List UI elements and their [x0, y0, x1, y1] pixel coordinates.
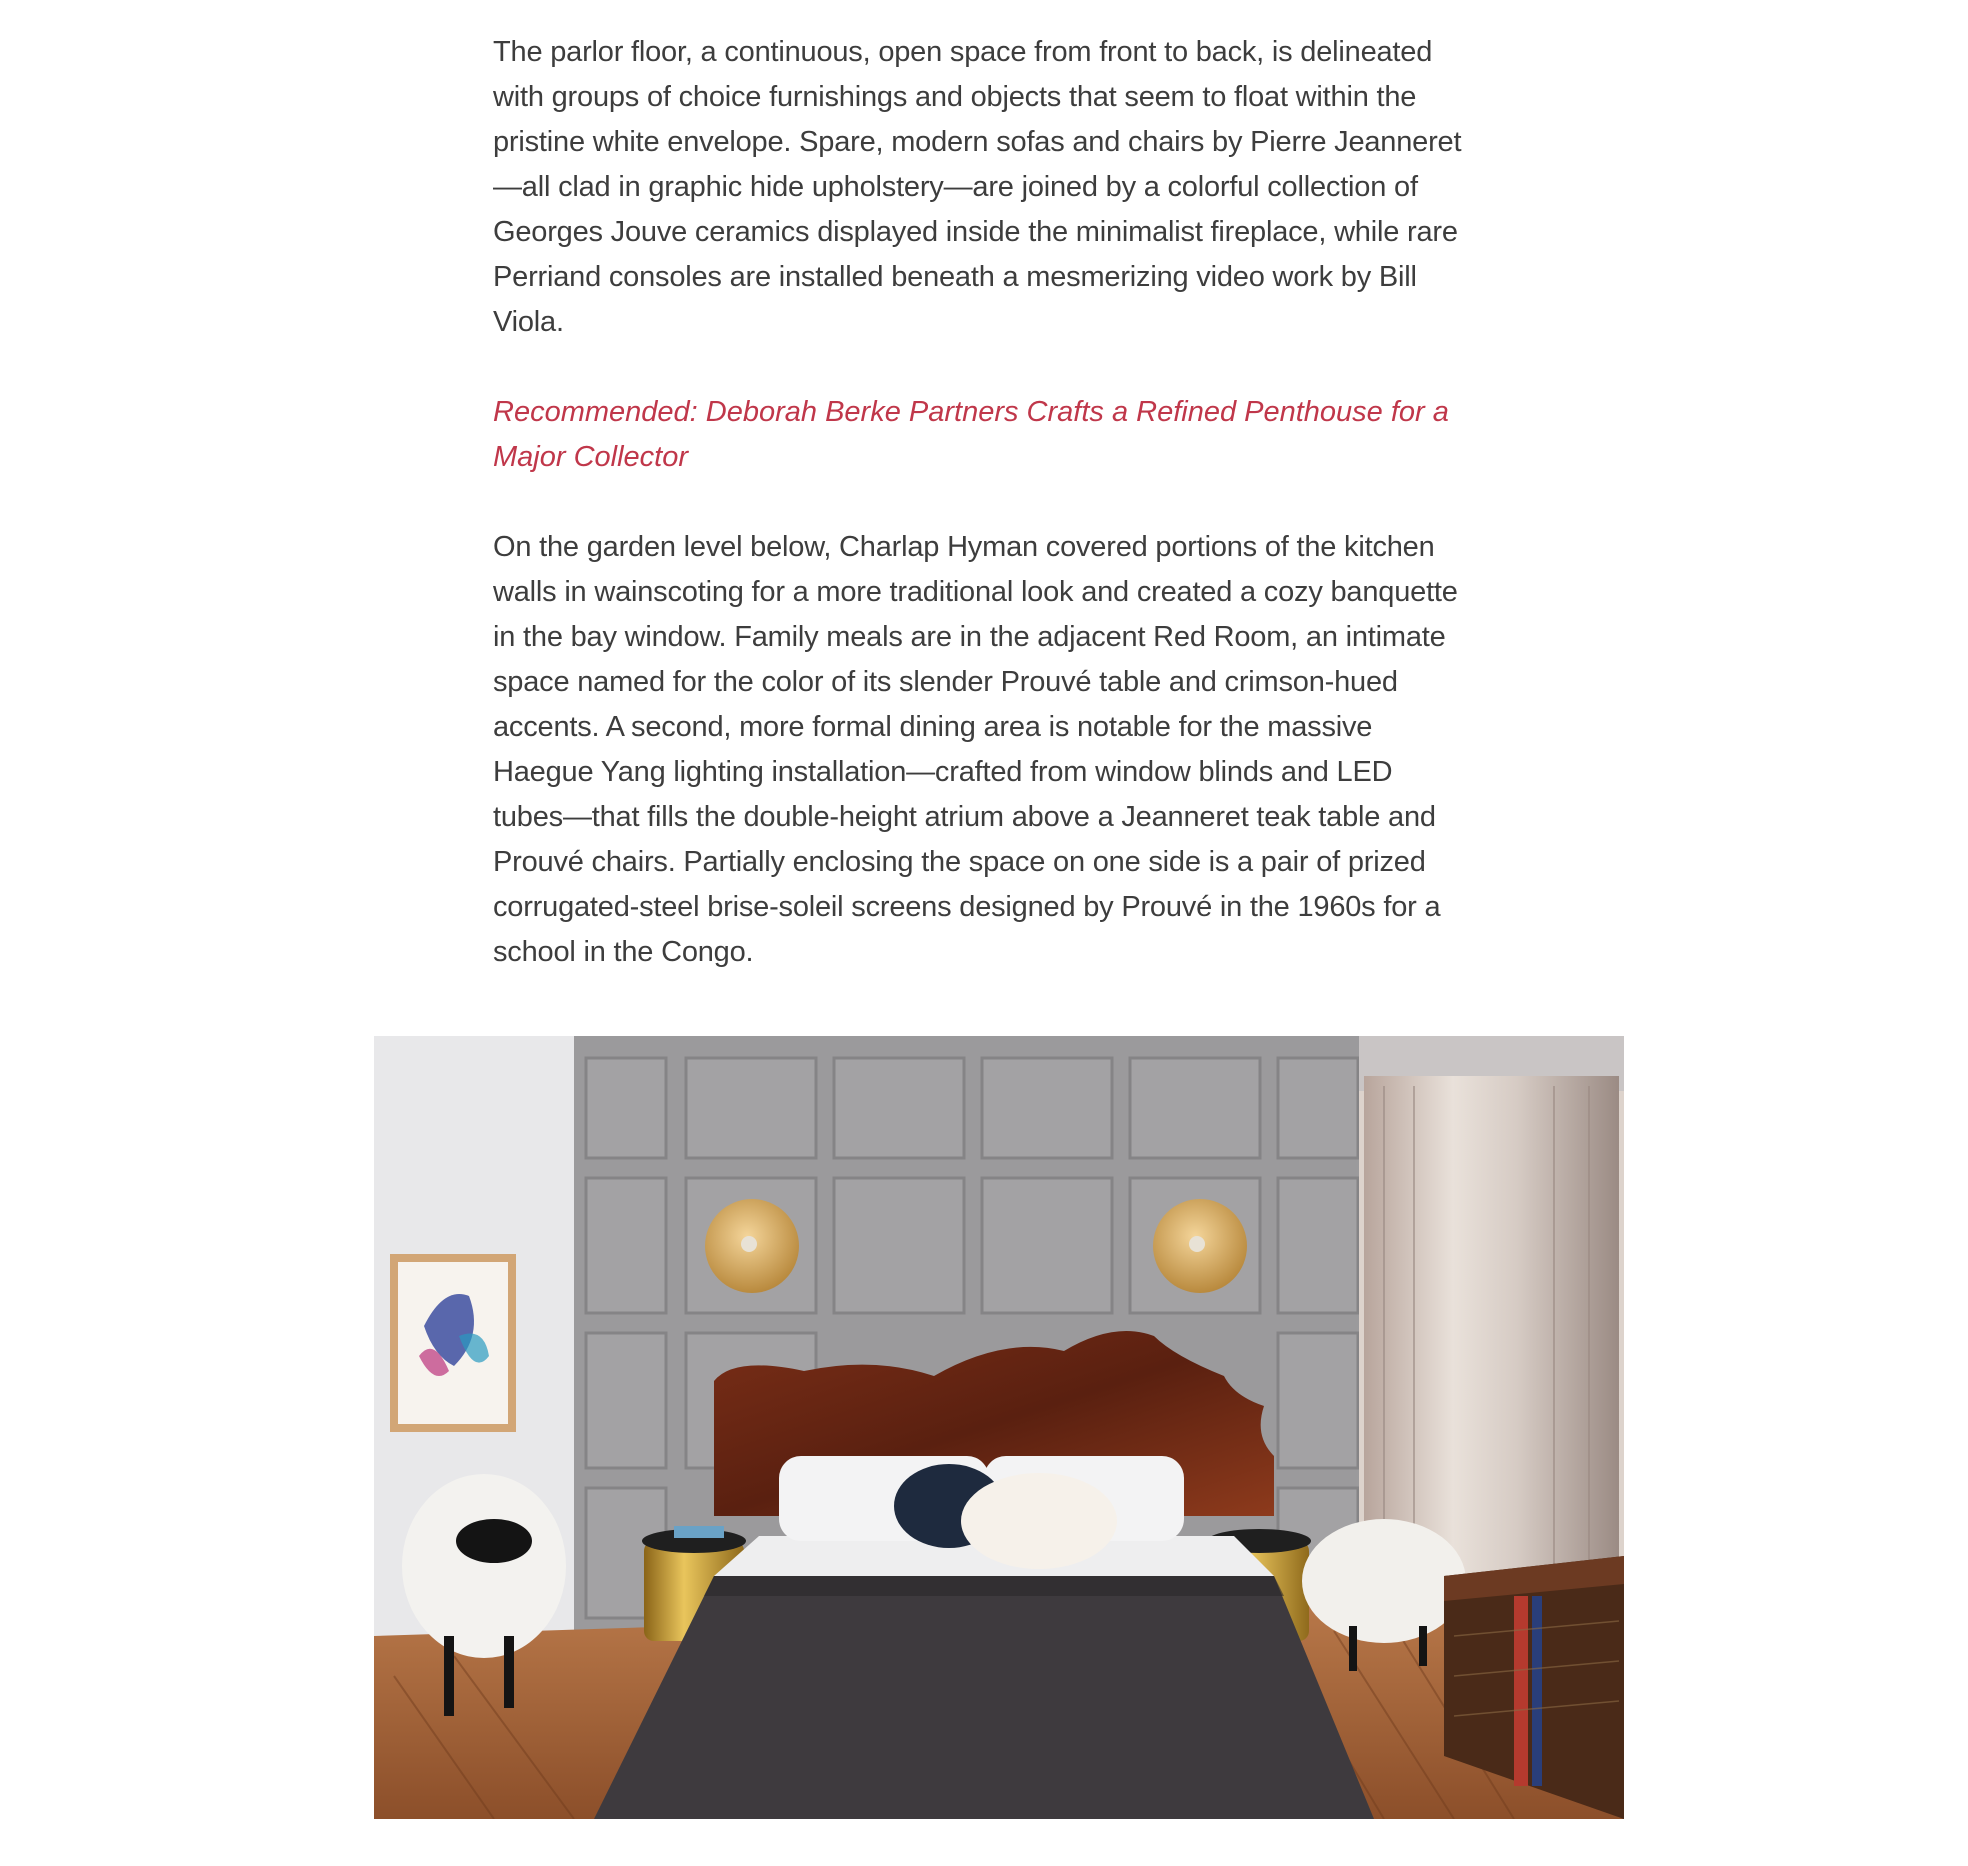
article-paragraph-garden-level: On the garden level below, Charlap Hyman covered portions of the kitchen walls in wainscoting for a more traditional look and created a cozy banquette in the bay window. Family meals are in the adjacent Red Room, an intimate space named for the color of its slender Prouvé table and crimson-hued accents. A second, more formal dining area is notable for the massive Haegue Yang lighting installation—crafted from window blinds and LED tubes—that fills the double-height atrium above a Jeanneret teak table and Prouvé chairs. Partially enclosing the space on one side is a pair of prized corrugated-steel brise-soleil screens designed by Prouvé in the 1960s for a school in the Congo. — [493, 531, 1458, 968]
article-body — [493, 30, 1513, 1020]
bedroom-photo — [374, 1036, 1624, 1819]
white-fur-pillow — [961, 1473, 1117, 1569]
bed-blanket — [594, 1576, 1374, 1819]
article-paragraph-parlor-floor: The parlor floor, a continuous, open space from front to back, is delineated with groups of choice furnishings and objects that seem to float within the pristine white envelope. Spare, modern sofas and chairs by Pierre Jeanneret —all clad in graphic hide upholstery—are joined by a colorful collection of Georges Jouve ceramics displayed inside the minimalist fireplace, while rare Perriand consoles are installed beneath a mesmerizing video work by Bill Viola. — [493, 36, 1462, 338]
recommended-article-link[interactable]: Recommended: Deborah Berke Partners Crafts a Refined Penthouse for a Major Collector — [493, 396, 1449, 473]
bedroom-photo-illustration — [374, 1036, 1624, 1819]
